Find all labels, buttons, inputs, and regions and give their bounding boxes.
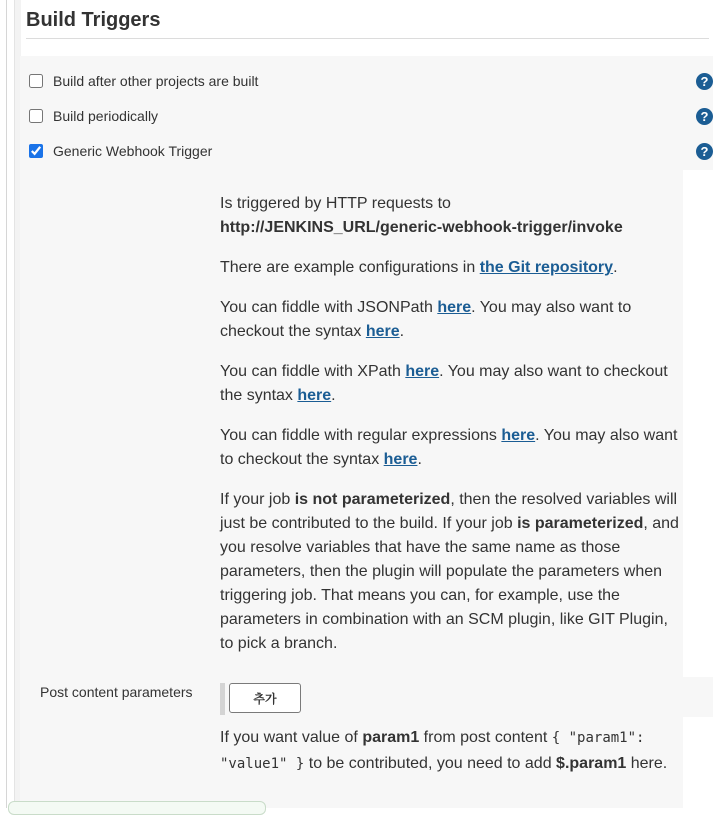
regex-text-end: . <box>417 451 422 468</box>
build-after-other-projects-checkbox[interactable] <box>29 74 43 88</box>
params-bold-not-parameterized: is not parameterized <box>294 491 451 508</box>
build-periodically-label: Build periodically <box>53 108 159 124</box>
regex-text: You can fiddle with regular expressions <box>220 427 502 444</box>
help-paragraph-examples <box>220 256 680 280</box>
post-help-code-sample: { "param1": "value1" } <box>220 730 645 772</box>
option-generic-webhook-trigger[interactable] <box>29 140 212 162</box>
generic-webhook-trigger-checkbox[interactable] <box>29 144 43 158</box>
help-icon[interactable]: ? <box>696 108 713 125</box>
repeatable-group-bar <box>220 683 225 715</box>
examples-text-end: . <box>613 259 618 276</box>
xpath-text-end: . <box>331 387 336 404</box>
params-bold-parameterized: is parameterized <box>517 515 644 532</box>
params-text-2: , then the resolved variables will just be contributed to the build. If your job <box>220 491 678 532</box>
regex-text-middle: . You may also want to checkout the syntax <box>220 427 678 468</box>
webhook-help-text <box>220 192 680 672</box>
jsonpath-text: You can fiddle with JSONPath <box>220 299 438 316</box>
generic-webhook-trigger-label: Generic Webhook Trigger <box>53 143 213 159</box>
help-paragraph-parameters <box>220 488 680 656</box>
add-button[interactable]: 추가 <box>229 683 301 713</box>
help-icon[interactable]: ? <box>696 143 713 160</box>
option-build-after-other-projects[interactable] <box>29 70 258 92</box>
xpath-syntax-link[interactable]: here <box>297 387 332 404</box>
jsonpath-syntax-link[interactable]: here <box>365 323 400 340</box>
option-build-periodically[interactable] <box>29 105 158 127</box>
help-paragraph-regex <box>220 424 680 472</box>
git-repository-link[interactable]: the Git repository <box>479 259 614 276</box>
xpath-text-middle: . You may also want to checkout the syntax <box>220 363 668 404</box>
post-help-text-1: If you want value of <box>220 729 363 746</box>
post-help-text-4: here. <box>626 755 668 772</box>
endpoint-intro: Is triggered by HTTP requests to <box>220 195 451 212</box>
help-paragraph-xpath <box>220 360 680 408</box>
build-periodically-checkbox[interactable] <box>29 109 43 123</box>
help-icon[interactable]: ? <box>696 73 713 90</box>
title-divider <box>26 38 709 39</box>
xpath-fiddle-link[interactable]: here <box>405 363 440 380</box>
xpath-text: You can fiddle with XPath <box>220 363 406 380</box>
regex-fiddle-link[interactable]: here <box>501 427 536 444</box>
help-paragraph-endpoint <box>220 192 680 240</box>
post-help-text-2: from post content <box>419 729 552 746</box>
bottom-tab-edge <box>8 801 266 815</box>
jsonpath-text-end: . <box>399 323 405 340</box>
examples-text: There are example configurations in <box>220 259 480 276</box>
jsonpath-fiddle-link[interactable]: here <box>437 299 472 316</box>
build-after-other-projects-label: Build after other projects are built <box>53 73 259 89</box>
post-help-param: param1 <box>362 729 420 746</box>
section-title: Build Triggers <box>26 9 161 31</box>
panel-edge-tab <box>682 677 713 717</box>
jsonpath-text-middle: . You may also want to checkout the syntax <box>220 299 632 340</box>
params-text-3: , and you resolve variables that have the same name as those parameters, then the plugin will populate the parameters when triggering job. That means you can, for example, use the parameters in combination with an SCM plugin, like GIT Plugin, to pick a branch. <box>220 515 679 652</box>
post-help-jsonpath: $.param1 <box>556 755 627 772</box>
post-help-text-3: to be contributed, you need to add <box>304 755 557 772</box>
params-text-1: If your job <box>220 491 295 508</box>
regex-syntax-link[interactable]: here <box>383 451 418 468</box>
post-content-help-text <box>220 725 680 777</box>
help-paragraph-jsonpath <box>220 296 680 344</box>
endpoint-url: http://JENKINS_URL/generic-webhook-trigger/invoke <box>220 219 623 236</box>
left-border-line <box>6 0 7 808</box>
post-content-parameters-label: Post content parameters <box>40 684 193 700</box>
